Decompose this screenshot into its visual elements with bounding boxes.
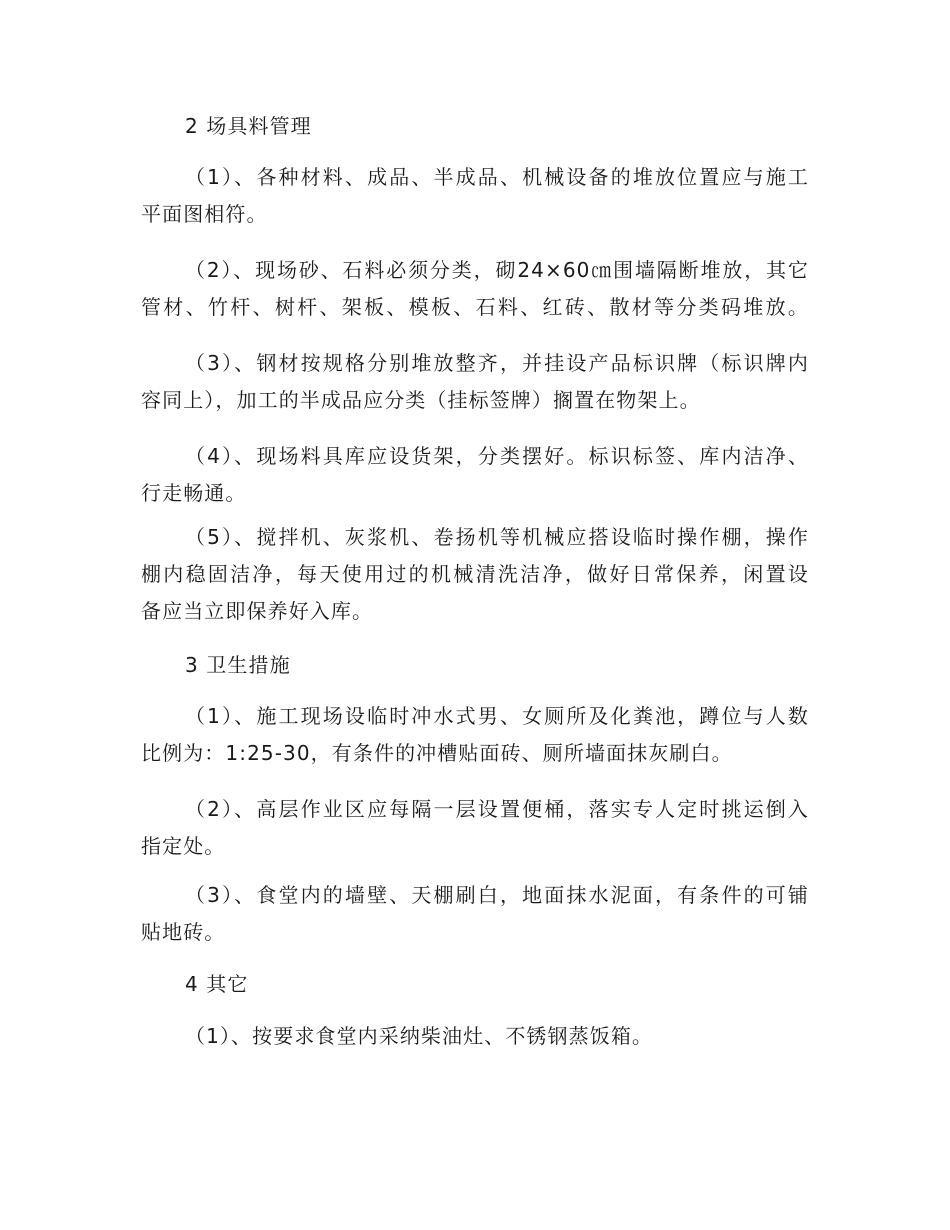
paragraph-4-1 (141, 1018, 809, 1055)
paragraph-line: 比例为：1:25-30，有条件的冲槽贴面砖、厕所墙面抹灰刷白。 (141, 741, 733, 765)
paragraph-line: 备应当立即保养好入库。 (141, 599, 374, 623)
paragraph-2-3 (141, 345, 809, 419)
paragraph-line: （2）、高层作业区应每隔一层设置便桶，落实专人定时挑运倒入 (185, 797, 809, 821)
paragraph-line: （1）、施工现场设临时冲水式男、女厕所及化粪池，蹲位与人数 (185, 704, 809, 728)
section-heading-3 (141, 647, 809, 684)
paragraph-line: 行走畅通。 (141, 481, 247, 505)
heading-text: 4 其它 (185, 972, 249, 996)
paragraph-line: （5）、搅拌机、灰浆机、卷扬机等机械应搭设临时操作棚，操作 (185, 525, 809, 549)
paragraph-2-5 (141, 519, 809, 630)
paragraph-3-1 (141, 698, 809, 772)
paragraph-line: （4）、现场料具库应设货架，分类摆好。标识标签、库内洁净、 (185, 444, 809, 468)
heading-text: 2 场具料管理 (185, 114, 312, 138)
section-heading-2 (141, 108, 809, 145)
paragraph-3-3 (141, 877, 809, 951)
paragraph-line: 管材、竹杆、树杆、架板、模板、石料、红砖、散材等分类码堆放。 (141, 295, 809, 319)
paragraph-line: 容同上），加工的半成品应分类（挂标签牌）搁置在物架上。 (141, 388, 701, 412)
paragraph-line: 贴地砖。 (141, 920, 226, 944)
paragraph-2-4 (141, 438, 809, 512)
paragraph-line: （1）、各种材料、成品、半成品、机械设备的堆放位置应与施工 (185, 165, 809, 189)
paragraph-line: （3）、钢材按规格分别堆放整齐，并挂设产品标识牌（标识牌内 (185, 351, 809, 375)
paragraph-line: 棚内稳固洁净，每天使用过的机械清洗洁净，做好日常保养，闲置设 (141, 562, 809, 586)
paragraph-line: （1）、按要求食堂内采纳柴油灶、不锈钢蒸饭箱。 (185, 1024, 654, 1048)
paragraph-3-2 (141, 791, 809, 865)
paragraph-line: 指定处。 (141, 834, 226, 858)
paragraph-2-1 (141, 159, 809, 233)
paragraph-2-2 (141, 252, 809, 326)
section-heading-4 (141, 966, 809, 1003)
heading-text: 3 卫生措施 (185, 653, 291, 677)
paragraph-line: （3）、食堂内的墙壁、天棚刷白，地面抹水泥面，有条件的可铺 (185, 883, 809, 907)
paragraph-line: （2）、现场砂、石料必须分类，砌24×60㎝围墙隔断堆放，其它 (185, 258, 809, 282)
paragraph-line: 平面图相符。 (141, 202, 268, 226)
